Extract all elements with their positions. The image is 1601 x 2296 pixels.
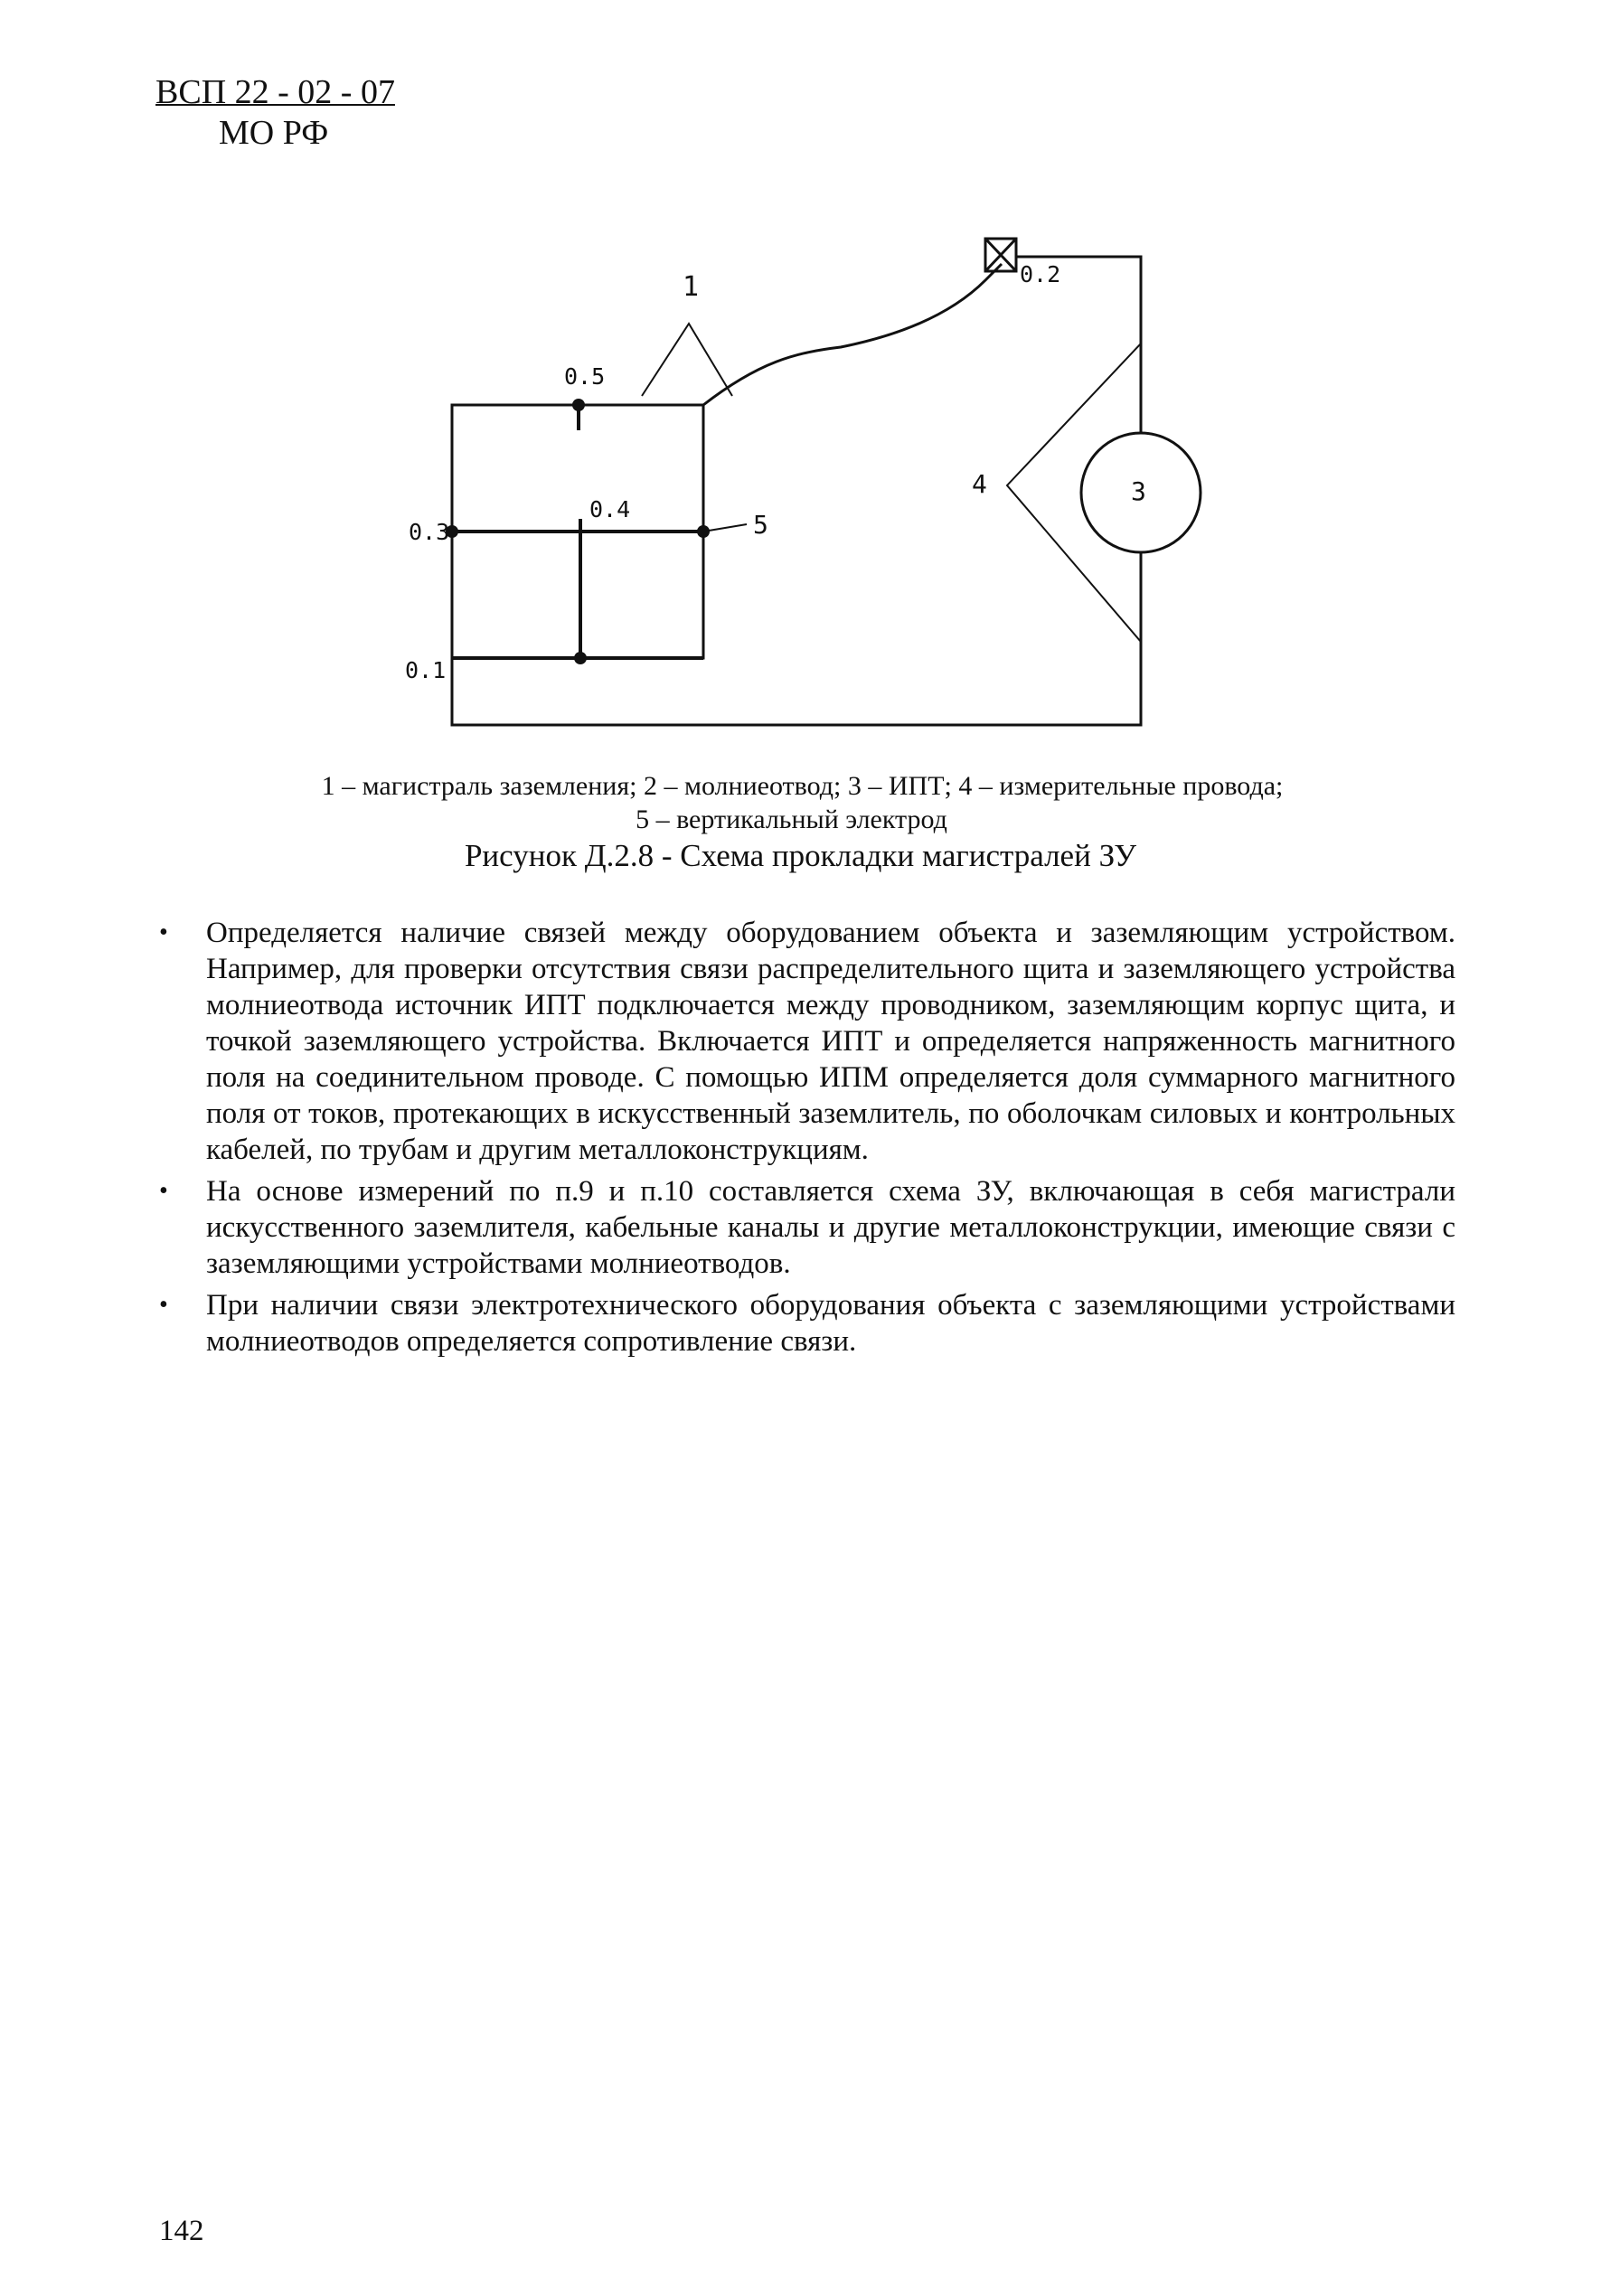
label-03: 0.3	[409, 519, 450, 545]
bullet-dot-icon: •	[159, 918, 168, 946]
grounding-scheme-diagram	[0, 0, 1601, 768]
bullet-item	[154, 915, 1455, 1168]
point-05	[572, 399, 585, 411]
point-01	[574, 652, 587, 664]
bullet-list	[154, 915, 1455, 1365]
figure-legend-line1: 1 – магистраль заземления; 2 – молниеотвод; 3 – ИПТ; 4 – измерительные провода;	[321, 771, 1284, 801]
bullet-dot-icon: •	[159, 1177, 168, 1205]
bullet-text: Определяется наличие связей между оборудованием объекта и заземляющим устройством. Например, для проверки отсутствия связи распределительного щита и заземляющего устройства молниеотвода источник ИПТ подключается между проводником, заземляющим корпус щита, и точкой заземляющего устройства. Включается ИПТ и определяется напряженность магнитного поля на соединительном проводе. С помощью ИПМ определяется доля суммарного магнитного поля от токов, протекающих в искусственный заземлитель, по оболочкам силовых и контрольных кабелей, по трубам и другим металлоконструкциям.	[206, 917, 1455, 1166]
figure-legend-line2: 5 – вертикальный электрод	[636, 805, 947, 834]
point-right	[697, 525, 710, 538]
grounding-main-curve	[703, 264, 1002, 405]
bullet-text: При наличии связи электротехнического оборудования объекта с заземляющими устройствами молниеотводов определяется сопротивление связи.	[206, 1289, 1455, 1358]
document-header-org: МО РФ	[219, 114, 329, 152]
document-header-code: ВСП 22 - 02 - 07	[155, 73, 395, 111]
leader-5	[703, 524, 747, 532]
figure-caption: Рисунок Д.2.8 - Схема прокладки магистралей ЗУ	[464, 838, 1137, 873]
outer-grounding-loop	[452, 257, 1141, 725]
label-4: 4	[972, 469, 987, 499]
bullet-dot-icon: •	[159, 1291, 168, 1319]
label-3: 3	[1131, 476, 1146, 506]
label-02: 0.2	[1020, 261, 1061, 287]
label-01: 0.1	[405, 657, 447, 683]
label-5: 5	[753, 510, 768, 540]
label-05: 0.5	[564, 363, 606, 390]
label-1: 1	[683, 271, 700, 303]
bullet-item	[154, 1287, 1455, 1360]
page-number: 142	[159, 2215, 204, 2247]
bullet-text: На основе измерений по п.9 и п.10 составляется схема ЗУ, включающая в себя магистрали искусственного заземлителя, кабельные каналы и другие металлоконструкции, имеющие связи с заземляющими устройствами молниеотводов.	[206, 1175, 1455, 1280]
grounding-main-triangle	[642, 324, 732, 396]
label-04: 0.4	[589, 496, 631, 522]
bullet-item	[154, 1173, 1455, 1282]
